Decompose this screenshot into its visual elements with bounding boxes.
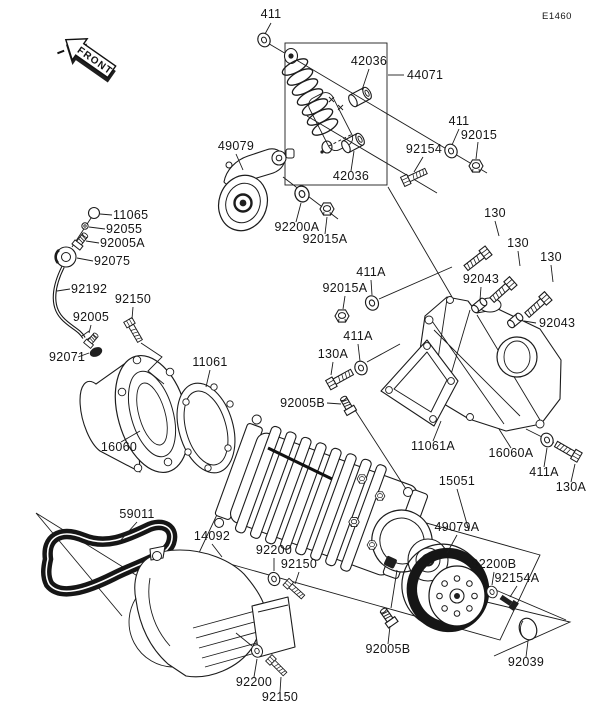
fitting-92005B-mid xyxy=(338,394,357,415)
part-label-16060A: 16060A xyxy=(488,446,534,460)
bolt-92154 xyxy=(401,166,429,186)
part-label-130: 130 xyxy=(540,250,562,264)
fitting-92005 xyxy=(84,331,100,348)
part-label-92150: 92150 xyxy=(280,557,318,571)
part-label-92015: 92015 xyxy=(460,128,498,142)
part-label-92200B: 92200B xyxy=(471,557,517,571)
part-label-92005B: 92005B xyxy=(280,396,325,410)
part-label-92075: 92075 xyxy=(94,254,131,268)
part-label-92039: 92039 xyxy=(507,655,545,669)
bushing-42036-upper xyxy=(347,86,373,108)
part-label-92005A: 92005A xyxy=(100,236,145,250)
cap-11065 xyxy=(89,208,100,219)
bolt-130A-mid xyxy=(326,367,355,389)
bolt-130A-right xyxy=(553,439,582,462)
part-label-92150: 92150 xyxy=(261,690,299,704)
front-direction-arrow xyxy=(56,29,122,87)
bolt-92150-left xyxy=(124,318,144,344)
part-label-92200: 92200 xyxy=(255,543,293,557)
part-label-130A: 130A xyxy=(555,480,587,494)
washer-411A-1 xyxy=(363,294,381,313)
part-label-411A: 411A xyxy=(529,465,559,479)
part-label-92200: 92200 xyxy=(235,675,273,689)
part-label-42036: 42036 xyxy=(350,54,388,68)
part-label-411A: 411A xyxy=(356,265,386,279)
front-label: FRONT xyxy=(74,45,115,78)
part-label-15051: 15051 xyxy=(438,474,476,488)
part-label-92043: 92043 xyxy=(462,272,500,286)
bolt-92150-bottom xyxy=(266,655,289,678)
part-label-130A: 130A xyxy=(317,347,349,361)
cap-92039 xyxy=(517,616,540,642)
part-label-411: 411 xyxy=(260,7,282,21)
part-label-92071: 92071 xyxy=(49,350,86,364)
part-label-11065: 11065 xyxy=(113,208,149,222)
part-label-14092: 14092 xyxy=(193,529,231,543)
part-label-92015A: 92015A xyxy=(322,281,368,295)
washer-411-top xyxy=(256,31,273,49)
part-label-92192: 92192 xyxy=(71,282,108,296)
bolt-130-1 xyxy=(463,246,492,272)
part-label-49079A: 49079A xyxy=(434,520,480,534)
part-label-44071: 44071 xyxy=(407,68,444,82)
part-label-92015A: 92015A xyxy=(302,232,348,246)
part-label-92055: 92055 xyxy=(106,222,143,236)
nut-92015A-tensioner xyxy=(320,203,334,215)
part-label-92150: 92150 xyxy=(114,292,152,306)
part-label-16060: 16060 xyxy=(100,440,138,454)
part-label-92005: 92005 xyxy=(72,310,110,324)
part-label-92154A: 92154A xyxy=(494,571,540,585)
nut-92015 xyxy=(469,160,483,172)
washer-411A-2 xyxy=(353,359,370,377)
part-label-92005B: 92005B xyxy=(365,642,411,656)
part-label-92043: 92043 xyxy=(539,316,576,330)
washer-92200-mid xyxy=(266,571,281,587)
part-label-411: 411 xyxy=(448,114,470,128)
nut-92015A-mid xyxy=(335,310,349,322)
fitting-92005B-bottom xyxy=(378,606,398,628)
part-label-92200A: 92200A xyxy=(274,220,320,234)
page-code: E1460 xyxy=(542,11,572,22)
part-label-11061: 11061 xyxy=(192,355,228,369)
part-label-130: 130 xyxy=(507,236,529,250)
part-label-59011: 59011 xyxy=(119,507,155,521)
part-label-49079: 49079 xyxy=(217,139,255,153)
ring-92055 xyxy=(82,223,88,229)
part-label-42036: 42036 xyxy=(332,169,370,183)
washer-411-right xyxy=(443,142,460,160)
part-label-11061A: 11061A xyxy=(411,439,455,453)
part-label-92154: 92154 xyxy=(405,142,443,156)
washer-411A-right xyxy=(539,431,556,449)
part-label-130: 130 xyxy=(484,206,506,220)
part-label-411A: 411A xyxy=(343,329,373,343)
